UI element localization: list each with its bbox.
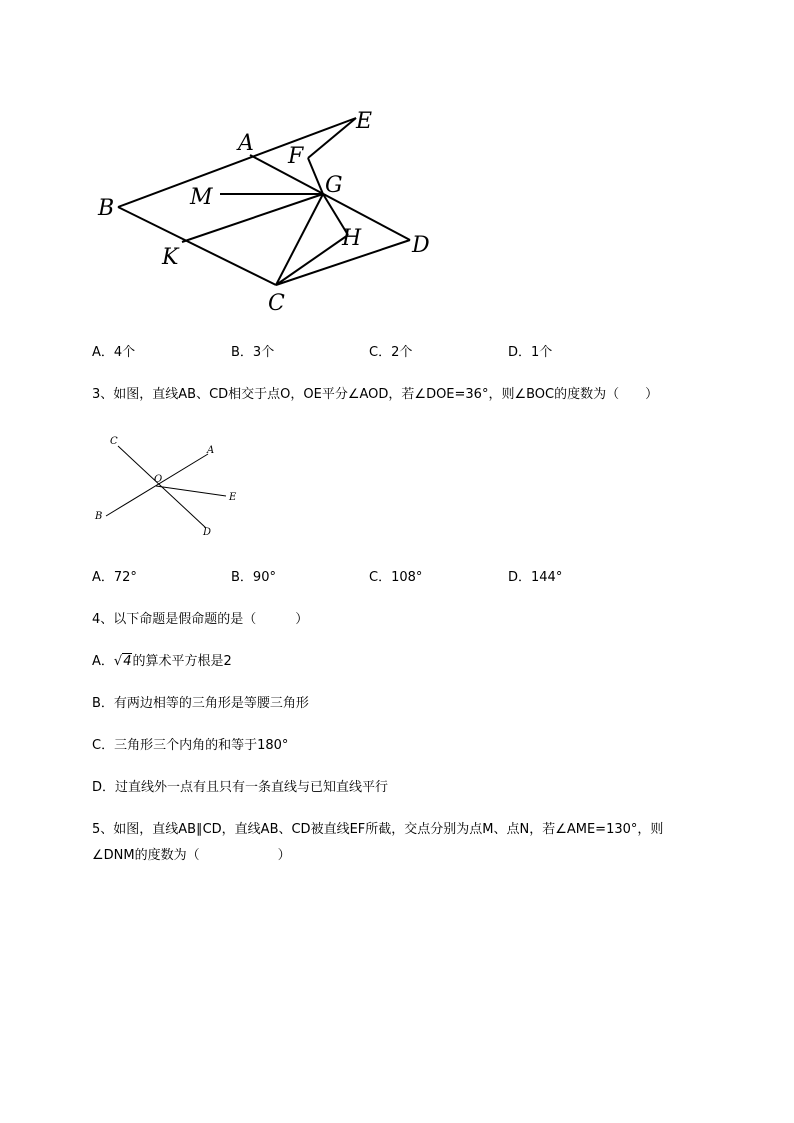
q4-option-d: D．过直线外一点有且只有一条直线与已知直线平行	[92, 780, 389, 795]
point-label-c: C	[268, 291, 285, 316]
line-f-g	[308, 158, 323, 194]
sqrt-symbol: √4	[113, 654, 132, 669]
line-e-f	[308, 118, 356, 158]
q3-option-c: C．108°	[369, 570, 423, 585]
geometry-figure-1	[90, 100, 440, 320]
line-b-a	[106, 454, 208, 516]
q3-option-d: D．144°	[508, 570, 563, 585]
geometry-figure-2	[88, 430, 248, 545]
q4-option-a-prefix: A．	[92, 654, 114, 669]
point-label-b: B	[98, 196, 115, 221]
point-label-k: K	[162, 245, 179, 270]
q3-stem: 3、如图，直线AB、CD相交于点O，OE平分∠AOD，若∠DOE=36°，则∠BOC的度数为（ ）	[92, 387, 659, 402]
point-label-d: D	[412, 233, 430, 258]
q2-option-d: D．1个	[508, 345, 553, 360]
point-label-m: M	[190, 185, 213, 210]
point-label-f: F	[288, 144, 304, 169]
line-h-c	[276, 235, 348, 285]
point-label-d: D	[203, 527, 212, 538]
q2-option-b: B．3个	[231, 345, 275, 360]
point-label-c: C	[110, 436, 118, 447]
q5-stem-line1: 5、如图，直线AB∥CD，直线AB、CD被直线EF所截，交点分别为点M、点N，若∠AME=130°，则	[92, 822, 664, 837]
point-label-e: E	[229, 492, 237, 503]
point-label-a: A	[207, 445, 215, 456]
point-label-e: E	[356, 109, 373, 134]
q3-option-a: A．72°	[92, 570, 137, 585]
point-label-h: H	[342, 226, 362, 251]
q4-option-c: C．三角形三个内角的和等于180°	[92, 738, 289, 753]
q4-option-b: B．有两边相等的三角形是等腰三角形	[92, 696, 309, 711]
q5-stem-line2: ∠DNM的度数为（ ）	[92, 848, 291, 863]
q2-option-a: A．4个	[92, 345, 136, 360]
point-label-g: G	[325, 173, 343, 198]
q4-option-a-radicand: 4	[123, 654, 132, 669]
q2-option-c: C．2个	[369, 345, 413, 360]
point-label-o: O	[154, 474, 163, 485]
q3-option-b: B．90°	[231, 570, 276, 585]
point-label-b: B	[95, 511, 103, 522]
q4-stem: 4、以下命题是假命题的是（ ）	[92, 612, 309, 627]
q4-option-a	[92, 653, 232, 671]
point-label-a: A	[238, 131, 254, 156]
q4-option-a-suffix: 的算术平方根是2	[132, 654, 232, 669]
